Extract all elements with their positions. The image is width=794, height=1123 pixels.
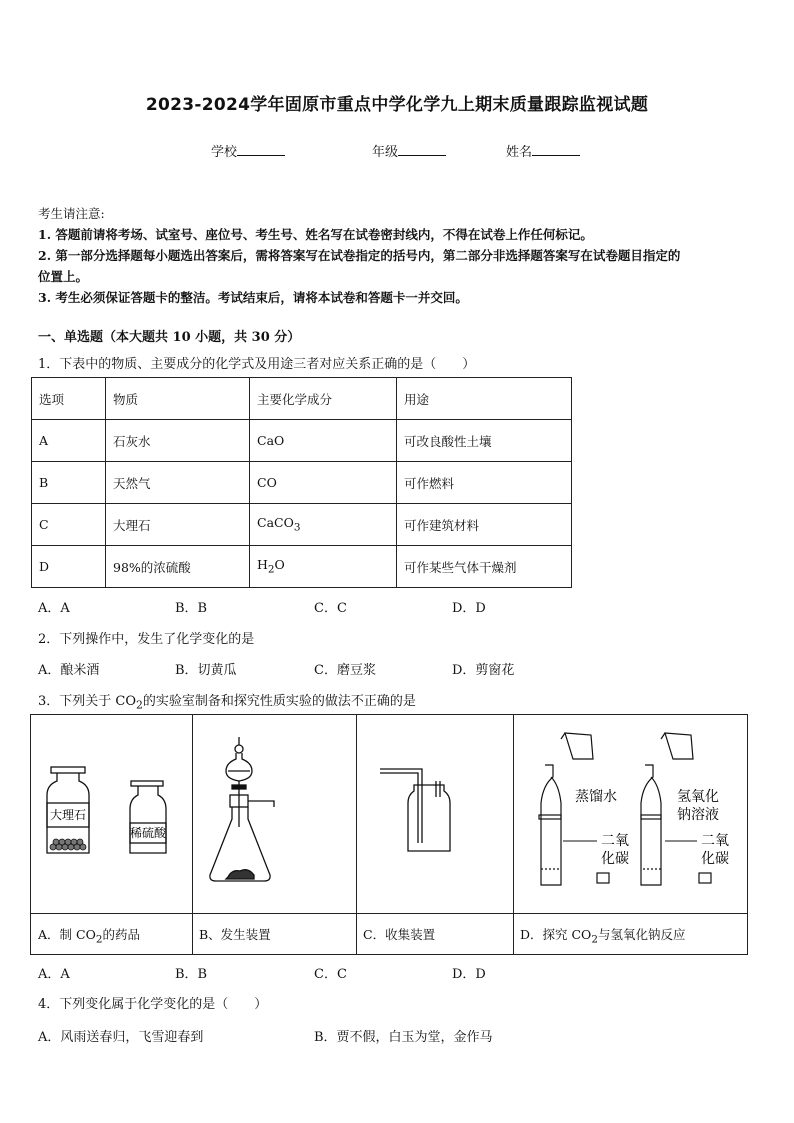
table-row [32,462,572,504]
caption-text: 的药品 [102,927,140,942]
table-header-cell: 用途 [397,378,572,420]
option-a[interactable]: A．风雨送春归，飞雪迎春到 [38,1030,204,1045]
reagent-bottles-drawing [31,715,192,913]
figure-cell-b [192,715,357,954]
flask-with-funnel-icon [210,737,274,881]
table-row [32,504,572,546]
water-label: 蒸馏水 [575,789,617,805]
caption-subscript: 2 [591,933,598,946]
table-header-row [32,378,572,420]
option-c[interactable]: C．C [314,601,347,616]
name-field[interactable] [506,141,580,160]
table-cell: 98%的浓硫酸 [106,546,250,588]
stem-text: 3．下列关于 CO [38,694,137,709]
table-cell: 可作建筑材料 [397,504,572,546]
option-b[interactable]: B．切黄瓜 [175,663,237,678]
formula-text: H [257,557,268,573]
table-cell: 石灰水 [106,420,250,462]
gas-bottle-icon [380,769,450,851]
formula-text: O [274,557,285,573]
question-1-stem: 1．下表中的物质、主要成分的化学式及用途三者对应关系正确的是（ ） [38,357,476,372]
question-1-table [31,377,572,588]
generator-apparatus-drawing [192,715,356,913]
note-item: 2. 第一部分选择题每小题选出答案后，需将答案写在试卷指定的括号内，第二部分非选择题答案写在试卷题目指定的 [38,248,681,263]
table-cell: 可改良酸性土壤 [397,420,572,462]
caption-d [513,913,747,954]
marble-label: 大理石 [49,808,87,822]
exam-notes [38,203,768,308]
option-d[interactable]: D．D [452,967,486,982]
option-c[interactable]: C．C [314,967,347,982]
caption-text: D．探究 CO [520,927,592,942]
note-item: 1. 答题前请将考场、试室号、座位号、考生号、姓名写在试卷密封线内，不得在试卷上作任何标记。 [38,227,593,242]
option-b[interactable]: B．B [175,967,208,982]
dilute-acid-label: 稀硫酸 [129,826,167,840]
caption-subscript: 2 [95,933,103,946]
table-header-cell: 选项 [32,378,106,420]
page-title: 2023-2024学年固原市重点中学化学九上期末质量跟踪监视试题 [145,95,649,115]
stem-text: 的实验室制备和探究性质实验的做法不正确的是 [142,694,416,709]
table-header-cell: 主要化学成分 [250,378,397,420]
question-3-stem [38,690,416,712]
co2-label-line1: 二氧 [701,833,729,849]
figure-cell-d [513,715,747,954]
option-a[interactable]: A．酿米酒 [38,663,100,678]
table-cell: 可作燃料 [397,462,572,504]
caption-text: A．制 CO [38,927,96,942]
option-a[interactable]: A．A [38,967,70,982]
table-cell: 天然气 [106,462,250,504]
water-bottle-icon [539,733,609,885]
co2-label-line2: 化碳 [601,851,629,867]
school-field[interactable] [211,141,285,160]
co2-label-line1: 二氧 [601,833,629,849]
table-cell: A [32,420,106,462]
option-d[interactable]: D．剪窗花 [452,663,515,678]
caption-b: B、发生装置 [192,913,356,954]
co2-naoh-experiment-drawing [513,715,747,913]
table-cell [250,504,397,546]
table-cell: B [32,462,106,504]
figure-cell-a [31,715,193,954]
table-row [32,546,572,588]
name-blank[interactable] [532,142,580,156]
acid-bottle-icon [130,781,166,853]
formula-subscript: 2 [267,563,275,576]
grade-blank[interactable] [398,142,446,156]
school-label: 学校 [211,145,238,160]
option-b[interactable]: B．贾不假，白玉为堂，金作马 [314,1030,493,1045]
naoh-label-line2: 钠溶液 [677,807,719,823]
table-cell: D [32,546,106,588]
collection-apparatus-drawing [356,715,513,913]
table-cell: CO [250,462,397,504]
note-item: 3. 考生必须保证答题卡的整洁。考试结束后，请将本试卷和答题卡一并交回。 [38,290,468,305]
option-a[interactable]: A．A [38,601,70,616]
note-item: 位置上。 [38,269,89,284]
table-cell: C [32,504,106,546]
table-header-cell: 物质 [106,378,250,420]
table-cell: 大理石 [106,504,250,546]
grade-field[interactable] [372,141,446,160]
table-row [32,420,572,462]
section-heading: 一、单选题（本大题共 10 小题，共 30 分） [38,330,301,345]
table-cell [250,546,397,588]
question-4-stem: 4．下列变化属于化学变化的是（ ） [38,997,268,1012]
option-b[interactable]: B．B [175,601,208,616]
option-d[interactable]: D．D [452,601,486,616]
caption-a [31,913,192,954]
stem-subscript: 2 [136,698,143,712]
question-3-figure [30,714,748,955]
grade-label: 年级 [372,145,399,160]
formula-subscript: 3 [293,521,301,534]
caption-c: C．收集装置 [356,913,513,954]
naoh-label-line1: 氢氧化 [677,789,719,805]
co2-label-line2: 化碳 [701,851,729,867]
option-c[interactable]: C．磨豆浆 [314,663,376,678]
notes-heading: 考生请注意: [38,206,105,221]
table-cell: 可作某些气体干燥剂 [397,546,572,588]
formula-text: CaCO [257,515,294,531]
table-cell: CaO [250,420,397,462]
figure-cell-c [356,715,514,954]
name-label: 姓名 [506,145,533,160]
question-2-stem: 2．下列操作中，发生了化学变化的是 [38,632,255,647]
school-blank[interactable] [237,142,285,156]
caption-text: 与氢氧化钠反应 [597,927,686,942]
